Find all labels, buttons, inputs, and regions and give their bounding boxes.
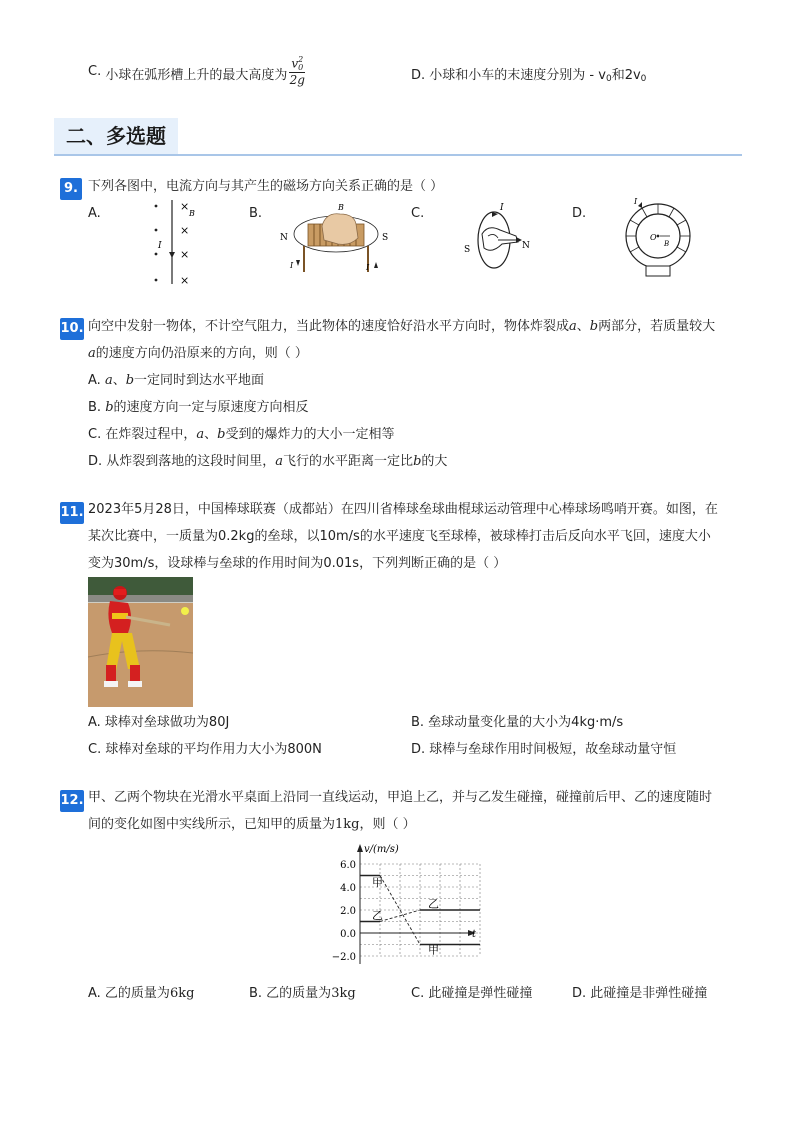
prev-option-d-prefix: D. [411,68,426,83]
fig-c-current-label: I [500,203,504,213]
question-12-line-2 [88,812,416,838]
q10-line1-b: 、 [576,319,590,334]
prev-option-c-text: 小球在弧形槽上升的最大高度为 [105,68,288,83]
q10-option-c [88,422,394,448]
fig-b-north-label: N [280,233,288,243]
y-tick-labels [332,860,356,963]
series-label-jia-after: 甲 [428,943,439,957]
prev-option-d [411,64,646,84]
q10-var-a: a [569,319,577,334]
svg-text:×: × [180,274,190,287]
softball-player-photo [88,577,193,707]
fraction-sub: 0 [298,63,304,72]
section-divider [54,154,742,156]
q10-option-d [88,449,447,475]
fig-c-north-label: N [522,241,530,251]
prev-option-c-fraction [289,56,305,87]
fig-c-south-label: S [464,245,471,255]
q12-option-a [88,981,194,1007]
y-tick-label: 0.0 [340,929,356,940]
q10-a-pre: A. [88,373,105,388]
q9-figure-a [140,196,210,288]
q12-a-text: A. 乙的质量为 [88,986,170,1001]
q12-b-mass: 3kg [331,986,356,1001]
y-tick-label: 6.0 [340,860,356,871]
prev-option-d-text: 小球和小车的末速度分别为 - v [429,68,606,83]
series-label-yi: 乙 [372,909,383,923]
q10-c-text: 受到的爆炸力的大小一定相等 [225,427,395,442]
q10-d-v2: b [413,454,422,469]
svg-text:×: × [180,224,190,237]
q12-b-text: B. 乙的质量为 [249,986,332,1001]
q9-label-a: A. [88,206,101,221]
fig-d-field-label: B [664,240,670,248]
prev-option-c [88,56,305,87]
q9-figure-d [620,196,696,280]
fig-b-field-label: B [338,203,344,212]
q12-a-mass: 6kg [169,986,195,1001]
section-title: 二、多选题 [54,118,178,154]
question-number-9: 9. [60,178,82,200]
y-tick-label: 2.0 [340,906,356,917]
q10-line1-c: 两部分，若质量较大 [598,319,716,334]
question-10-line-2 [88,341,308,367]
q10-var-b: b [589,319,599,334]
question-11-line-3: 变为30m/s，设球棒与垒球的作用时间为0.01s，下列判断正确的是（ ） [88,556,507,571]
fig-b-current-label-2: I [366,263,370,272]
fraction-numerator: v [291,56,299,71]
fig-d-current-label: I [634,197,638,206]
q12-line2-mass: 1kg [335,817,360,832]
q10-c-mid: 、 [204,427,218,442]
q12-option-d: D. 此碰撞是非弹性碰撞 [572,986,708,1001]
q10-c-v1: a [196,427,205,442]
x-axis-label: t [472,929,477,940]
q10-c-v2: b [217,427,226,442]
y-tick-label: 4.0 [340,883,356,894]
q12-option-c: C. 此碰撞是弹性碰撞 [411,986,533,1001]
fig-d-center-label: O [650,233,657,242]
q10-line1-a: 向空中发射一物体，不计空气阻力，当此物体的速度恰好沿水平方向时，物体炸裂成 [88,319,570,334]
question-11-line-1: 2023年5月28日，中国棒球联赛（成都站）在四川省棒球垒球曲棍球运动管理中心棒球场鸣哨开赛。如图，在 [88,502,718,517]
fig-b-south-label: S [382,233,389,243]
q10-line2-text: 的速度方向仍沿原来的方向，则（ ） [95,346,308,361]
fraction-denominator: 2g [289,73,305,87]
fig-b-current-label-1: I [290,261,294,270]
fig-a-field-label: B [189,209,195,218]
q9-label-c: C. [411,206,425,221]
prev-option-d-sub2: 0 [640,74,647,84]
q10-d-mid: 飞行的水平距离一定比 [283,454,414,469]
svg-text:×: × [180,248,190,261]
q10-d-pre: D. 从炸裂到落地的这段时间里， [88,454,276,469]
q10-option-b [88,395,309,421]
series-label-jia: 甲 [372,875,383,889]
q11-option-c: C. 球棒对垒球的平均作用力大小为800N [88,742,322,757]
svg-text:×: × [180,200,190,213]
q11-option-a: A. 球棒对垒球做功为80J [88,715,230,730]
series-label-yi-after: 乙 [428,897,439,911]
y-axis-arrow [357,844,363,852]
q10-b-text: 的速度方向一定与原速度方向相反 [113,400,309,415]
question-9-stem: 下列各图中，电流方向与其产生的磁场方向关系正确的是（ ） [88,179,444,194]
section-header [54,118,742,156]
q10-line2-var: a [88,346,96,361]
question-10-line-1 [88,314,715,340]
y-tick-label: −2.0 [331,952,356,963]
series-yi-segment [380,910,420,922]
fig-a-current-label: I [158,241,162,251]
q11-option-b: B. 垒球动量变化量的大小为4kg·m/s [411,715,624,730]
y-axis-label: v/(m/s) [364,844,399,855]
q9-label-b: B. [249,206,263,221]
q10-option-a [88,368,264,394]
q11-option-d: D. 球棒与垒球作用时间极短，故垒球动量守恒 [411,742,677,757]
question-12-line-1: 甲、乙两个物块在光滑水平桌面上沿同一直线运动，甲追上乙，并与乙发生碰撞，碰撞前后甲、乙的速度随时 [88,790,713,805]
q10-b-pre: B. [88,400,106,415]
q12-line2-a: 间的变化如图中实线所示，已知甲的质量为 [88,817,336,832]
q10-a-mid: 、 [112,373,126,388]
q10-b-v: b [105,400,114,415]
prev-option-c-prefix: C. [88,64,102,79]
prev-option-d-mid: 和2v [611,68,641,83]
prev-option-d-sub1: 0 [605,74,612,84]
question-number-12: 12. [60,790,84,812]
velocity-time-chart [328,840,484,968]
question-number-10: 10. [60,318,84,340]
q9-figure-b [278,196,394,280]
fraction-sup: 2 [298,55,304,64]
q10-a-v2: b [125,373,135,388]
q10-a-v1: a [104,373,113,388]
q10-d-text: 的大 [421,454,448,469]
q12-line2-b: ，则（ ） [359,817,416,832]
question-number-11: 11. [60,502,84,524]
question-11-line-2: 某次比赛中，一质量为0.2kg的垒球，以10m/s的水平速度飞至球棒，被球棒打击后反向水平飞回，速度大小 [88,529,711,544]
q9-figure-c [458,196,538,280]
q12-option-b [249,981,356,1007]
q9-label-d: D. [572,206,587,221]
q10-a-text: 一定同时到达水平地面 [134,373,265,388]
q10-d-v1: a [275,454,284,469]
q10-c-pre: C. 在炸裂过程中， [88,427,197,442]
